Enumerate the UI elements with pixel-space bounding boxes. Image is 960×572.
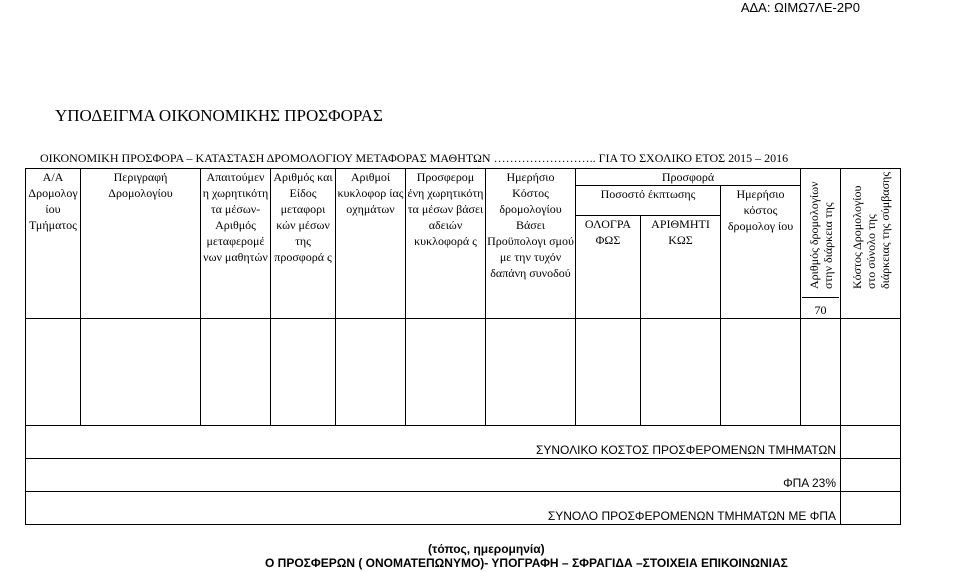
vat-row xyxy=(26,459,901,492)
document-title: ΥΠΟΔΕΙΓΜΑ ΟΙΚΟΝΟΜΙΚΗΣ ΠΡΟΣΦΟΡΑΣ xyxy=(55,106,383,125)
col-header-aa: Α/Α Δρομολογ ίου Τμήματος xyxy=(26,169,81,319)
cell[interactable] xyxy=(406,319,486,426)
routes-count-value: 70 xyxy=(814,303,827,317)
col-header-vehicles: Αριθμός και Είδος μεταφορι κών μέσων της προσφορά ς xyxy=(271,169,336,319)
offer-table xyxy=(25,168,901,525)
place-date-label: (τόπος, ημερομηνία) xyxy=(428,542,545,556)
col-header-offered-capacity: Προσφερομ ένη χωρητικότη τα μέσων βάσει αδειών κυκλοφορά ς xyxy=(406,169,486,319)
total-value-cell[interactable] xyxy=(841,426,901,459)
cell[interactable] xyxy=(81,319,201,426)
cell[interactable] xyxy=(576,319,641,426)
cell[interactable] xyxy=(486,319,576,426)
discount-group-header: Ποσοστό έκπτωσης xyxy=(576,186,721,216)
col-header-description: Περιγραφή Δρομολογίου xyxy=(81,169,201,319)
ada-code: ΑΔΑ: ΩΙΜΩ7ΛΕ-2Ρ0 xyxy=(740,0,860,15)
total-label: ΣΥΝΟΛΙΚΟ ΚΟΣΤΟΣ ΠΡΟΣΦΕΡΟΜΕΝΩΝ ΤΜΗΜΑΤΩΝ xyxy=(26,426,841,459)
total-vat-label: ΣΥΝΟΛΟ ΠΡΟΣΦΕΡΟΜΕΝΩΝ ΤΜΗΜΑΤΩΝ ΜΕ ΦΠΑ xyxy=(26,492,841,525)
col-header-discount-numbers: ΑΡΙΘΜΗΤΙ ΚΩΣ xyxy=(641,216,721,319)
col-header-discount-words: ΟΛΟΓΡΑ ΦΩΣ xyxy=(576,216,641,319)
cell[interactable] xyxy=(26,319,81,426)
col-header-total-cost: Κόστος Δρομολογίου στο σύνολο της διάρκειας της σύμβασης xyxy=(841,169,901,319)
col-header-routes-count: Αριθμός δρομολογίων στην διάρκεια της 70 xyxy=(801,169,841,319)
cell[interactable] xyxy=(201,319,271,426)
total-row xyxy=(26,426,901,459)
table-caption: ΟΙΚΟΝΟΜΙΚΗ ΠΡΟΣΦΟΡΑ – ΚΑΤΑΣΤΑΣΗ ΔΡΟΜΟΛΟΓΙΟΥ ΜΕΤΑΦΟΡΑΣ ΜΑΘΗΤΩΝ …………………….. ΓΙΑ ΤΟ ΣΧΟΛΙΚΟ ΕΤΟΣ 2015 – 2016 xyxy=(40,151,789,165)
cell[interactable] xyxy=(801,319,841,426)
cell[interactable] xyxy=(841,319,901,426)
total-vat-row xyxy=(26,492,901,525)
cell[interactable] xyxy=(641,319,721,426)
col-header-capacity: Απαιτούμεν η χωρητικότη τα μέσων- Αριθμός μεταφερομέ νων μαθητών xyxy=(201,169,271,319)
table-row xyxy=(26,319,901,426)
vat-label: ΦΠΑ 23% xyxy=(26,459,841,492)
col-header-plates: Αριθμοί κυκλοφορ ίας οχημάτων xyxy=(336,169,406,319)
cell[interactable] xyxy=(336,319,406,426)
cell[interactable] xyxy=(271,319,336,426)
offer-group-header: Προσφορά xyxy=(576,169,801,186)
vat-value-cell[interactable] xyxy=(841,459,901,492)
cell[interactable] xyxy=(721,319,801,426)
total-vat-value-cell[interactable] xyxy=(841,492,901,525)
col-header-daily-cost: Ημερήσιο κόστος δρομολογ ίου xyxy=(721,186,801,319)
col-header-budget-cost: Ημερήσιο Κόστος δρομολογίου Βάσει Προϋπολογι σμού με την τυχόν δαπάνη συνοδού xyxy=(486,169,576,319)
signature-label: Ο ΠΡΟΣΦΕΡΩΝ ( ΟΝΟΜΑΤΕΠΩΝΥΜΟ)- ΥΠΟΓΡΑΦΗ – ΣΦΡΑΓΙΔΑ –ΣΤΟΙΧΕΙΑ ΕΠΙΚΟΙΝΩΝΙΑΣ xyxy=(265,556,788,570)
